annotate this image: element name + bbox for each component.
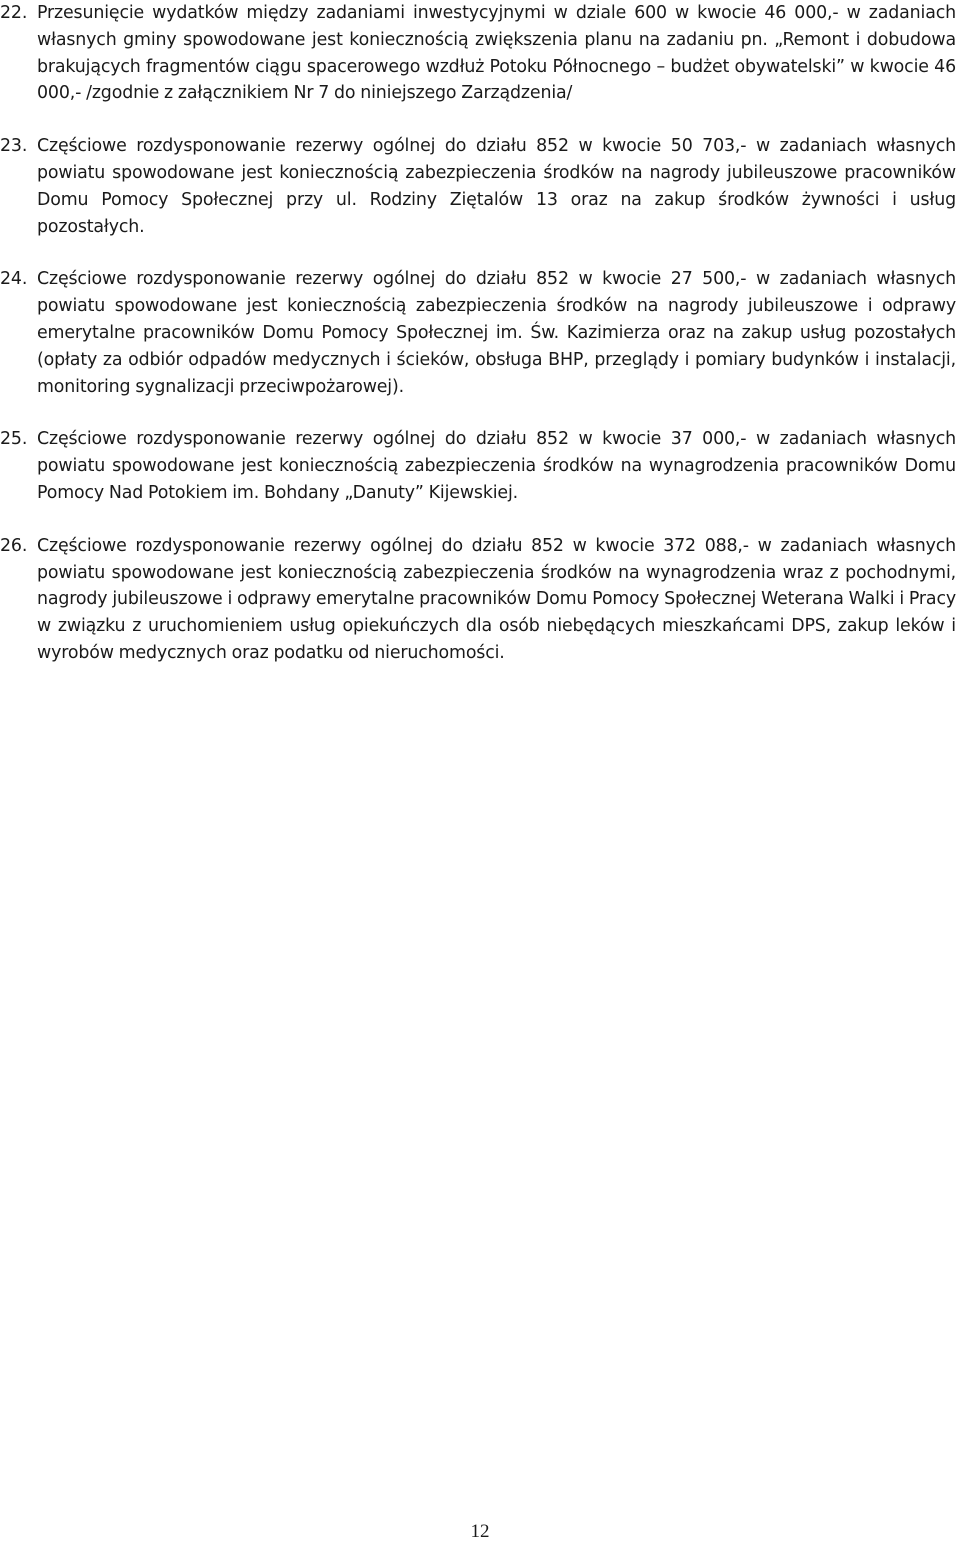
- item-number: 24.: [0, 269, 28, 290]
- list-item: [0, 266, 960, 400]
- item-text: Częściowe rozdysponowanie rezerwy ogólnej do działu 852 w kwocie 27 500,- w zadaniach własnych powiatu spowodowane jest koniecznością zabezpieczenia środków na nagrody jubileuszowe i odprawy emerytalne pracowników Domu Pomocy Społecznej im. Św. Kazimierza oraz na zakup usług pozostałych (opłaty za odbiór odpadów medycznych i ścieków, obsługa BHP, przeglądy i pomiary budynków i instalacji, monitoring sygnalizacji przeciwpożarowej).: [37, 269, 956, 397]
- item-number: 23.: [0, 136, 28, 157]
- item-text: Częściowe rozdysponowanie rezerwy ogólnej do działu 852 w kwocie 372 088,- w zadaniach własnych powiatu spowodowane jest koniecznością zabezpieczenia środków na wynagrodzenia wraz z pochodnymi, nagrody jubileuszowe i odprawy emerytalne pracowników Domu Pomocy Społecznej Weterana Walki i Pracy w związku z uruchomieniem usług opiekuńczych dla osób niebędących mieszkańcami DPS, zakup leków i wyrobów medycznych oraz podatku od nieruchomości.: [37, 535, 956, 663]
- list-item: [0, 133, 960, 240]
- item-number: 25.: [0, 429, 28, 450]
- page-number: 12: [470, 1521, 490, 1542]
- list-item: [0, 0, 960, 107]
- item-number: 26.: [0, 535, 28, 556]
- item-number: 22.: [0, 3, 28, 23]
- item-text: Przesunięcie wydatków między zadaniami inwestycyjnymi w dziale 600 w kwocie 46 000,- w zadaniach własnych gminy spowodowane jest koniecznością zwiększenia planu na zadaniu pn. „Remont i dobudowa brakujących fragmentów ciągu spacerowego wzdłuż Potoku Północnego – budżet obywatelski” w kwocie 46 000,- /zgodnie z załącznikiem Nr 7 do niniejszego Zarządzenia/: [37, 3, 956, 104]
- list-item: [0, 533, 960, 667]
- item-text: Częściowe rozdysponowanie rezerwy ogólnej do działu 852 w kwocie 50 703,- w zadaniach własnych powiatu spowodowane jest koniecznością zabezpieczenia środków na nagrody jubileuszowe pracowników Domu Pomocy Społecznej przy ul. Rodziny Ziętalów 13 oraz na zakup środków żywności i usług pozostałych.: [37, 136, 956, 237]
- item-text: Częściowe rozdysponowanie rezerwy ogólnej do działu 852 w kwocie 37 000,- w zadaniach własnych powiatu spowodowane jest koniecznością zabezpieczenia środków na wynagrodzenia pracowników Domu Pomocy Nad Potokiem im. Bohdany „Danuty” Kijewskiej.: [37, 429, 956, 503]
- list-item: [0, 426, 960, 506]
- justification-list: [0, 0, 960, 693]
